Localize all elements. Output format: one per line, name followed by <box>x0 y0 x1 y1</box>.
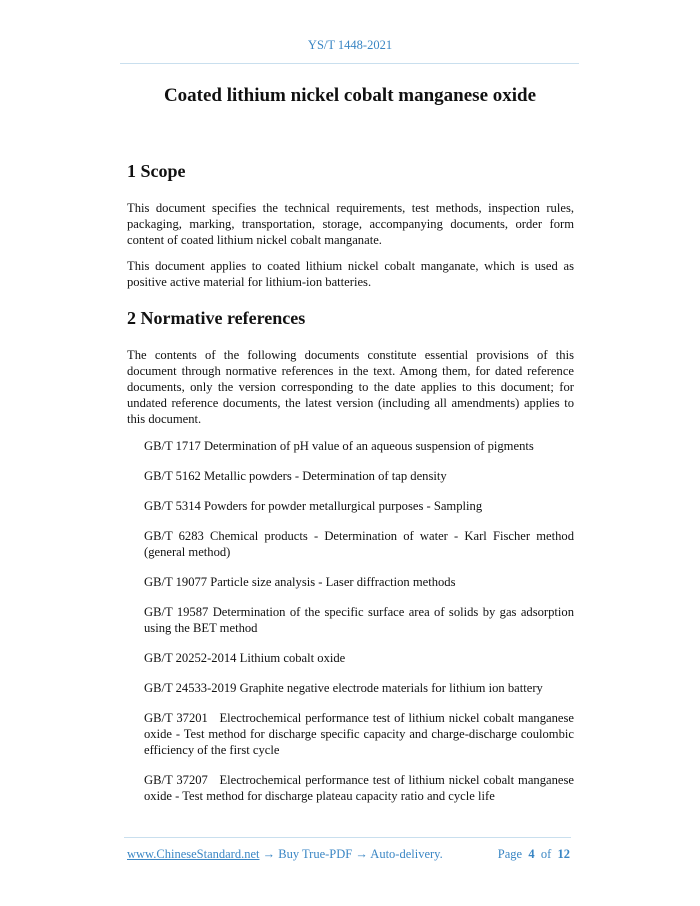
document-body <box>127 160 578 804</box>
website-link[interactable]: www.ChineseStandard.net <box>127 847 260 861</box>
reference-item: GB/T 6283 Chemical products - Determination of water - Karl Fischer method (general method) <box>144 529 574 559</box>
paragraph: The contents of the following documents constitute essential provisions of this document through normative references in the text. Among them, for dated reference documents, only the version corresponding to the date applies to this document; for undated reference documents, the latest version (including all amendments) applies to this document. <box>127 348 574 426</box>
total-page-count: 12 <box>557 847 570 861</box>
reference-item: GB/T 20252-2014 Lithium cobalt oxide <box>144 651 346 665</box>
footer-divider <box>124 837 571 838</box>
paragraph: This document applies to coated lithium nickel cobalt manganate, which is used as positive active material for lithium-ion batteries. <box>127 259 574 289</box>
section-heading-normative-references: 2 Normative references <box>127 308 306 328</box>
reference-item: GB/T 24533-2019 Graphite negative electrode materials for lithium ion battery <box>144 681 543 695</box>
standard-code-header: YS/T 1448-2021 <box>307 38 393 52</box>
document-title: Coated lithium nickel cobalt manganese oxide <box>163 85 537 106</box>
page-footer <box>127 847 572 862</box>
current-page-number: 4 <box>528 847 535 861</box>
reference-item: GB/T 37207 Electrochemical performance test of lithium nickel cobalt manganese oxide - Test method for discharge plateau capacity ratio and cycle life <box>144 773 578 803</box>
reference-item: GB/T 19077 Particle size analysis - Laser diffraction methods <box>144 575 456 589</box>
reference-item: GB/T 5314 Powders for powder metallurgical purposes - Sampling <box>144 499 483 513</box>
reference-item: GB/T 1717 Determination of pH value of an aqueous suspension of pigments <box>144 439 534 453</box>
reference-item: GB/T 37201 Electrochemical performance test of lithium nickel cobalt manganese oxide - Test method for discharge specific capacity and charge-discharge coulombic efficiency of the first cycle <box>144 711 578 757</box>
paragraph: This document specifies the technical requirements, test methods, inspection rules, packaging, marking, transportation, storage, accompanying documents, order form content of coated lithium nickel cobalt manganate. <box>127 201 574 247</box>
header-divider <box>120 63 579 64</box>
reference-item: GB/T 5162 Metallic powders - Determination of tap density <box>144 469 447 483</box>
reference-item: GB/T 19587 Determination of the specific surface area of solids by gas adsorption using the BET method <box>144 605 574 635</box>
section-heading-scope: 1 Scope <box>127 161 186 181</box>
page-label: Page <box>497 847 523 861</box>
page-indicator <box>498 847 570 862</box>
page-of-label: of <box>540 847 552 861</box>
footer-promo-text: → Buy True-PDF → Auto-delivery. <box>259 847 443 861</box>
footer-promo <box>127 847 443 862</box>
